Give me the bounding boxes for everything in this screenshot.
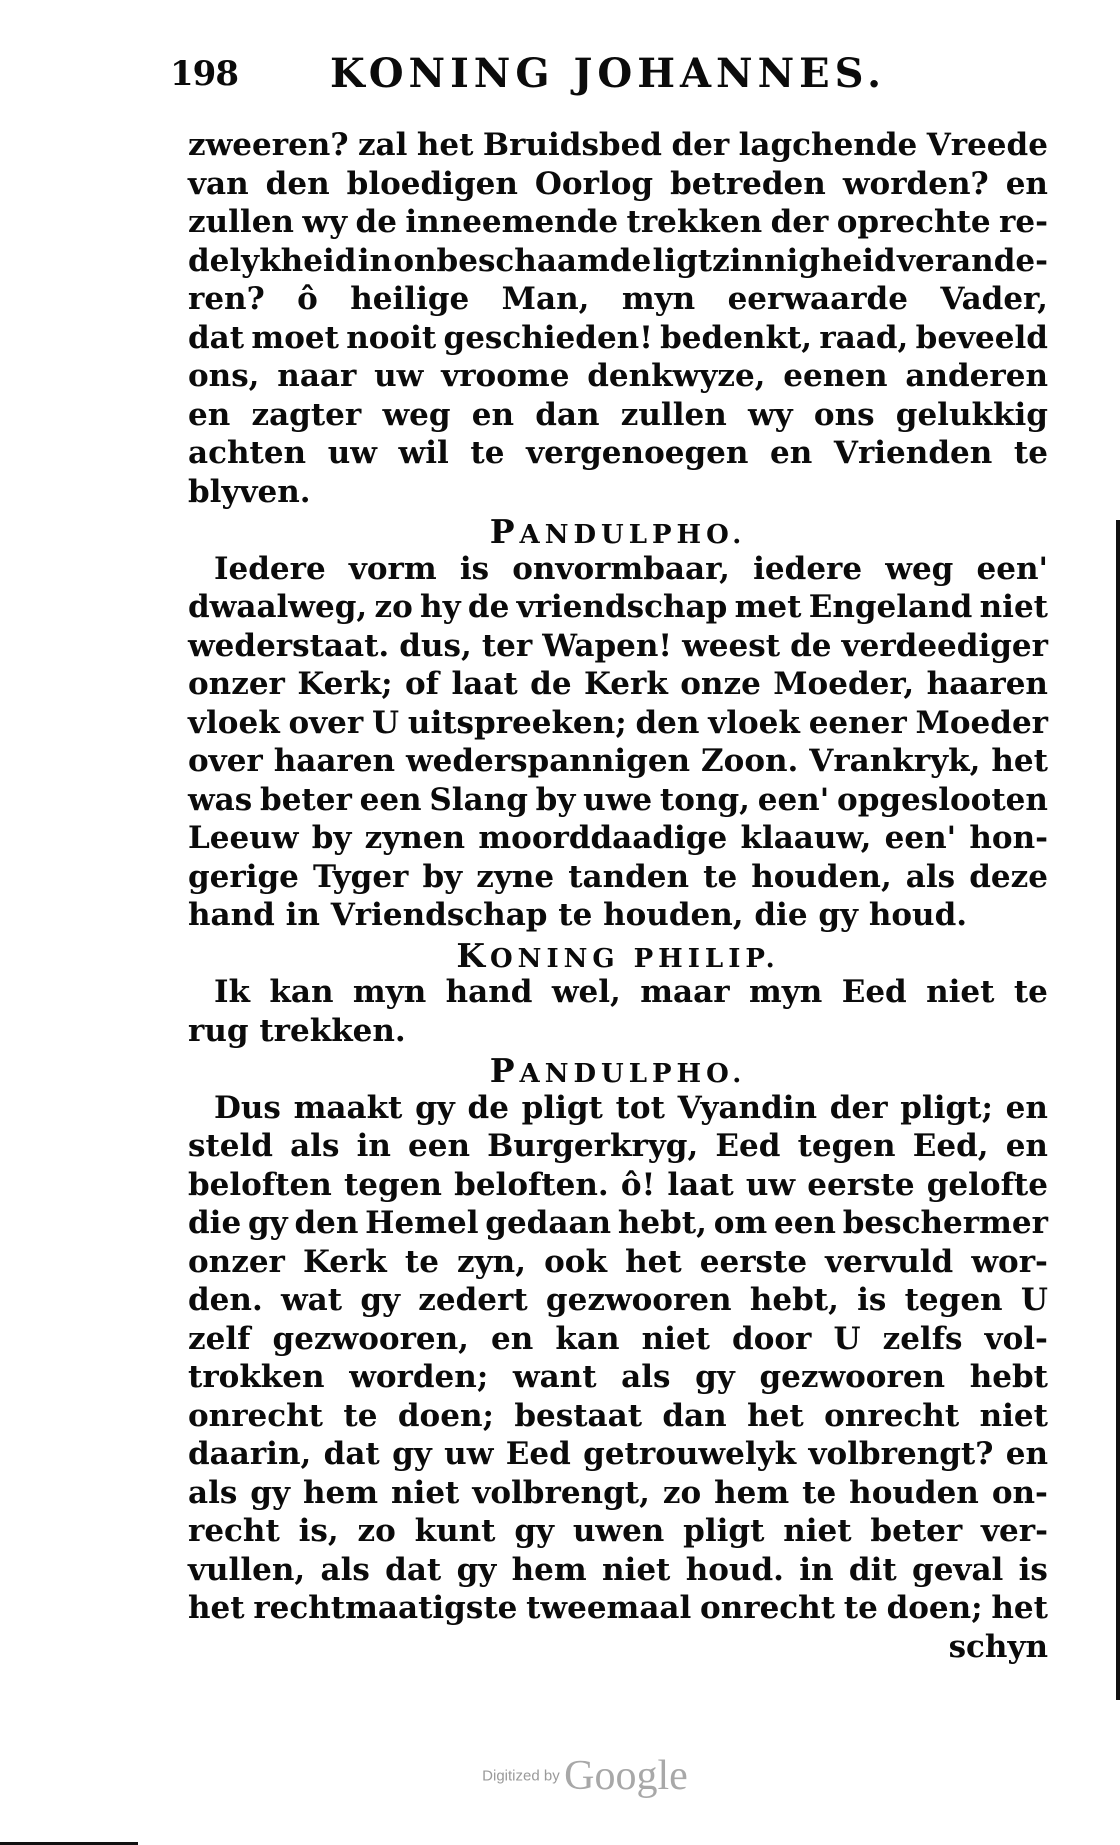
- text-line: delykheid in onbeschaamde ligtzinnigheid verande-: [188, 242, 1048, 279]
- page-edge-shadow: [1116, 520, 1120, 1700]
- text-line: zelf gezwooren, en kan niet door U zelfs vol-: [188, 1320, 1048, 1357]
- text-line: als gy hem niet volbrengt, zo hem te houden on-: [188, 1474, 1048, 1511]
- text-line: was beter een Slang by uwe tong, een' opgeslooten: [188, 781, 1048, 818]
- speaker-name: KONING PHILIP.: [456, 935, 780, 975]
- digitized-watermark: [470, 1752, 700, 1800]
- text-line: onzer Kerk; of laat de Kerk onze Moeder, haaren: [188, 666, 1048, 702]
- speaker-name: PANDULPHO.: [489, 512, 747, 551]
- text-line: die gy den Hemel gedaan hebt, om een beschermer: [188, 1205, 1048, 1241]
- text-line: gerige Tyger by zyne tanden te houden, als deze: [188, 858, 1048, 895]
- text-line: onzer Kerk te zyn, ook het eerste vervuld wor-: [188, 1243, 1048, 1280]
- text-line: onrecht te doen; bestaat dan het onrecht niet: [188, 1397, 1048, 1434]
- text-line: zullen wy de inneemende trekken der oprechte re-: [188, 204, 1048, 240]
- text-line: steld als in een Burgerkryg, Eed tegen Eed, en: [188, 1128, 1048, 1164]
- text-line: ren? ô heilige Man, myn eerwaarde Vader,: [188, 281, 1048, 317]
- speaker-name: PANDULPHO.: [489, 1051, 747, 1090]
- text-line: Iedere vorm is onvormbaar, iedere weg een': [214, 550, 1048, 587]
- text-line: blyven.: [188, 473, 311, 510]
- text-line: rug trekken.: [188, 1012, 406, 1049]
- page-header: [170, 48, 890, 98]
- text-line: en zagter weg en dan zullen wy ons gelukkig: [188, 396, 1048, 433]
- page-number: 198: [170, 54, 238, 94]
- text-line: dwaalweg, zo hy de vriendschap met Engeland niet: [188, 589, 1048, 625]
- text-line: dat moet nooit geschieden! bedenkt, raad, beveeld: [188, 319, 1048, 356]
- text-line: hand in Vriendschap te houden, die gy houd.: [188, 897, 968, 933]
- text-line: beloften tegen beloften. ô! laat uw eerste gelofte: [188, 1166, 1048, 1203]
- text-line: ons, naar uw vroome denkwyze, eenen anderen: [188, 358, 1048, 394]
- text-line: Ik kan myn hand wel, maar myn Eed niet te: [214, 974, 1048, 1010]
- text-line: recht is, zo kunt gy uwen pligt niet beter ver-: [188, 1513, 1048, 1549]
- body-text: [188, 126, 1048, 1666]
- google-logo: Google: [564, 1753, 688, 1799]
- digitized-label: Digitized by: [482, 1767, 560, 1785]
- text-line: Leeuw by zynen moorddaadige klaauw, een' hon-: [188, 820, 1048, 856]
- text-line: trokken worden; want als gy gezwooren hebt: [188, 1359, 1048, 1395]
- text-line: vullen, als dat gy hem niet houd. in dit geval is: [188, 1551, 1048, 1588]
- text-line: zweeren? zal het Bruidsbed der lagchende Vreede: [188, 127, 1048, 163]
- text-line: wederstaat. dus, ter Wapen! weest de verdeediger: [188, 627, 1048, 664]
- text-line: Dus maakt gy de pligt tot Vyandin der pligt; en: [214, 1089, 1048, 1126]
- running-title: KONING JOHANNES.: [330, 50, 887, 97]
- text-line: achten uw wil te vergenoegen en Vrienden te: [188, 435, 1048, 471]
- text-line: den. wat gy zedert gezwooren hebt, is tegen U: [188, 1282, 1048, 1318]
- text-line: van den bloedigen Oorlog betreden worden? en: [188, 165, 1048, 202]
- text-line: vloek over U uitspreeken; den vloek eener Moeder: [188, 704, 1048, 741]
- catchword: schyn: [948, 1628, 1048, 1665]
- text-line: daarin, dat gy uw Eed getrouwelyk volbrengt? en: [188, 1436, 1048, 1472]
- text-line: over haaren wederspannigen Zoon. Vrankryk, het: [188, 743, 1048, 779]
- text-line: het rechtmaatigste tweemaal onrecht te doen; het: [188, 1590, 1048, 1626]
